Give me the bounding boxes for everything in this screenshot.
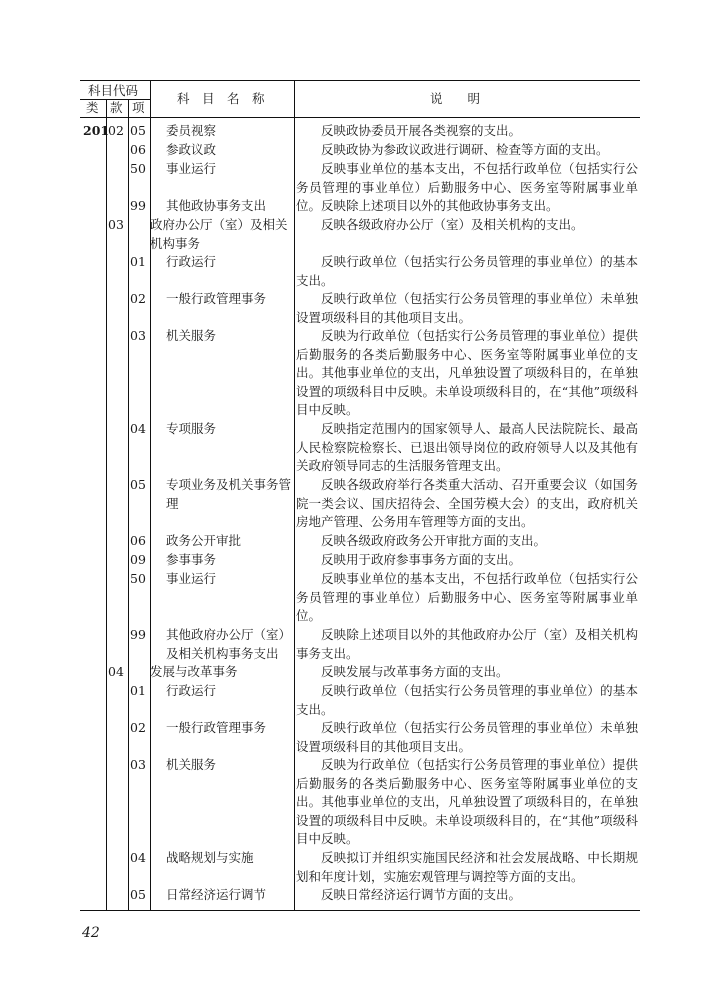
table-row [80,756,640,849]
subject-description: 反映行政单位（包括实行公务员管理的事业单位）的基本支出。 [296,254,638,288]
subject-description: 反映指定范围内的国家领导人、最高人民法院院长、最高人民检察院检察长、已退出领导岗位的政府领导人以及其他有关政府领导同志的生活服务管理支出。 [296,421,638,473]
subject-description: 反映行政单位（包括实行公务员管理的事业单位）的基本支出。 [296,683,638,717]
subject-item-code: 50 [130,571,146,586]
header-code-group: 科目代码 [88,83,139,98]
subject-name: 行政运行 [166,254,217,269]
subject-name: 一般行政管理事务 [166,720,267,735]
table-row [80,532,640,551]
subject-item-code: 03 [130,328,146,343]
header-xiang: 项 [132,100,145,115]
subject-item-code: 01 [130,683,146,698]
subject-item-code: 05 [130,477,146,492]
header-desc: 说 明 [430,91,481,106]
subject-description: 反映发展与改革事务方面的支出。 [321,664,509,679]
table-body [80,118,640,905]
subject-item-code: 04 [130,850,146,865]
subject-description: 反映用于政府参事事务方面的支出。 [321,552,522,567]
subject-name: 机关服务 [166,757,217,772]
subject-class-code: 201 [83,123,110,138]
subject-item-code: 99 [130,198,146,213]
subject-description: 反映政协委员开展各类视察的支出。 [321,123,522,138]
table-row [80,122,640,141]
table-row [80,570,640,626]
table-row [80,886,640,905]
subject-item-code: 02 [130,720,146,735]
subject-name: 一般行政管理事务 [166,291,267,306]
subject-description: 反映日常经济运行调节方面的支出。 [321,887,522,902]
table-row [80,197,640,216]
subject-name: 行政运行 [166,683,217,698]
header-name: 科 目 名 称 [177,91,265,106]
subject-item-code: 01 [130,254,146,269]
budget-subject-table [80,80,640,905]
table-row [80,626,640,663]
page-number: 42 [82,925,100,941]
subject-description: 反映除上述项目以外的其他政府办公厅（室）及相关机构事务支出。 [296,627,638,661]
table-row [80,719,640,756]
subject-name: 发展与改革事务 [150,664,238,679]
table-row [80,420,640,476]
subject-name: 其他政府办公厅（室）及相关机构事务支出 [166,627,292,661]
table-row [80,327,640,420]
table-row [80,663,640,682]
subject-description: 反映事业单位的基本支出，不包括行政单位（包括实行公务员管理的事业单位）后勤服务中心、医务室等附属事业单位。 [296,161,638,213]
subject-item-code: 02 [130,291,146,306]
table-row [80,216,640,253]
subject-item-code: 50 [130,161,146,176]
subject-description: 反映除上述项目以外的其他政协事务支出。 [321,198,559,213]
subject-item-code: 05 [130,123,146,138]
subject-name: 其他政协事务支出 [166,198,267,213]
subject-name: 战略规划与实施 [166,850,254,865]
subject-description: 反映政协为参政议政进行调研、检查等方面的支出。 [321,142,609,157]
subject-name: 参政议政 [166,142,217,157]
table-row [80,253,640,290]
subject-name: 机关服务 [166,328,217,343]
subject-section-code: 03 [108,217,124,232]
subject-name: 专项业务及机关事务管理 [166,477,292,511]
subject-name: 事业运行 [166,161,217,176]
subject-description: 反映事业单位的基本支出，不包括行政单位（包括实行公务员管理的事业单位）后勤服务中心、医务室等附属事业单位。 [296,571,638,623]
table-row [80,141,640,160]
table-row [80,682,640,719]
subject-description: 反映各级政府政务公开审批方面的支出。 [321,533,547,548]
subject-section-code: 04 [108,664,124,679]
table-row [80,551,640,570]
subject-name: 专项服务 [166,421,217,436]
table-row [80,849,640,886]
subject-item-code: 06 [130,533,146,548]
subject-name: 政务公开审批 [166,533,242,548]
header-lei: 类 [86,100,99,115]
subject-item-code: 06 [130,142,146,157]
subject-name: 事业运行 [166,571,217,586]
subject-name: 委员视察 [166,123,217,138]
subject-item-code: 05 [130,887,146,902]
subject-description: 反映为行政单位（包括实行公务员管理的事业单位）提供后勤服务的各类后勤服务中心、医务室等附属事业单位的支出。其他事业单位的支出，凡单独设置了项级科目的，在单独设置的项级科目中反映。未单设项级科目的，在“其他”项级科目中反映。 [296,328,638,417]
subject-description: 反映各级政府办公厅（室）及相关机构的支出。 [321,217,584,232]
table-row [80,290,640,327]
subject-name: 日常经济运行调节 [166,887,267,902]
subject-description: 反映为行政单位（包括实行公务员管理的事业单位）提供后勤服务的各类后勤服务中心、医务室等附属事业单位的支出。其他事业单位的支出，凡单独设置了项级科目的，在单独设置的项级科目中反映。未单设项级科目的，在“其他”项级科目中反映。 [296,757,638,846]
subject-description: 反映拟订并组织实施国民经济和社会发展战略、中长期规划和年度计划，实施宏观管理与调控等方面的支出。 [296,850,638,884]
header-kuan: 款 [110,100,123,115]
table-row [80,476,640,532]
subject-description: 反映行政单位（包括实行公务员管理的事业单位）未单独设置项级科目的其他项目支出。 [296,720,638,754]
table-header [80,80,640,118]
subject-description: 反映行政单位（包括实行公务员管理的事业单位）未单独设置项级科目的其他项目支出。 [296,291,638,325]
subject-item-code: 04 [130,421,146,436]
subject-section-code: 02 [108,123,124,138]
subject-item-code: 03 [130,757,146,772]
subject-name: 政府办公厅（室）及相关机构事务 [150,217,288,251]
subject-description: 反映各级政府举行各类重大活动、召开重要会议（如国务院一类会议、国庆招待会、全国劳模大会）的支出，政府机关房地产管理、公务用车管理等方面的支出。 [296,477,638,529]
subject-item-code: 99 [130,627,146,642]
subject-name: 参事事务 [166,552,217,567]
subject-item-code: 09 [130,552,146,567]
